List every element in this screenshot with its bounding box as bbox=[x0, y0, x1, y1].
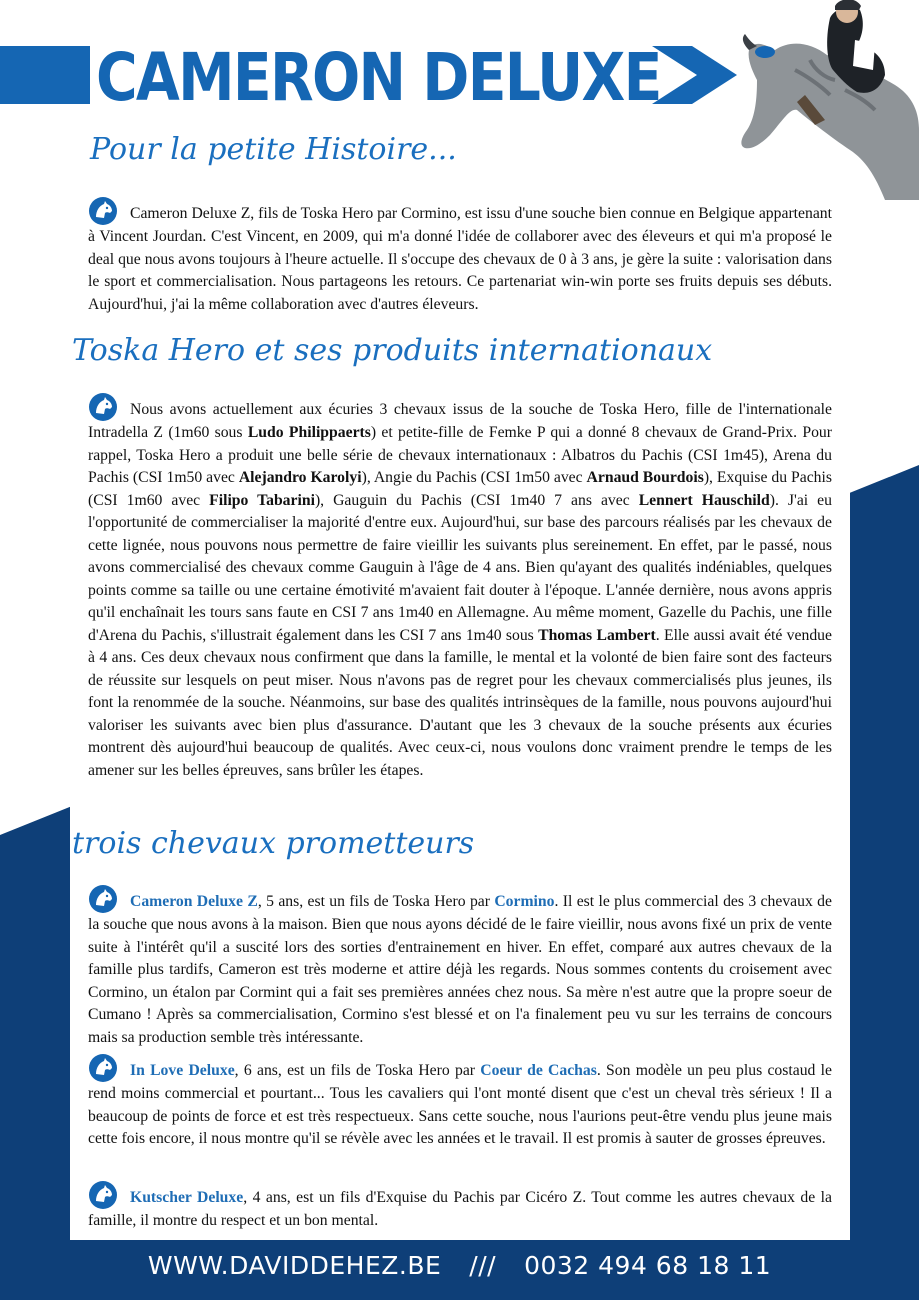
highlighted-name: Filipo Tabarini bbox=[209, 491, 315, 509]
paragraph-text: . Son modèle un peu plus costaud le rend moins commercial et pourtant... Tous les cavaliers qui l'ont monté disent que c'est un cheval très sérieux ! Il a beaucoup de points de force et est très respectueux. Sans cette souche, nous l'aurions peut-être vendu plus jeune mais cette fois encore, il nous montre qu'il se révèle avec les années et le travail. Il est promis à sauter de grosses épreuves. bbox=[88, 1062, 832, 1147]
paragraph-kutscher-deluxe bbox=[88, 1180, 832, 1233]
paragraph-text: ) et petite-fille de Femke P qui a donné 8 chevaux de Grand-Prix. Pour rappel, Toska Hero a produit une belle série de chevaux internationaux : Albatros du Pachis (CSI 1m45), Arena du Pachis (CSI 1m50 avec bbox=[88, 424, 832, 486]
paragraph-text: . Il est le plus commercial des 3 chevaux de la souche que nous avons à la maison. Bien que nous ayons décidé de le faire vieillir, nous avons fixé un prix de vente suite à l'intérêt qu'il a suscité lors des sorties d'entrainement en hiver. En effet, comparé aux autres chevaux de la famille plus tardifs, Cameron est très moderne et attire déjà les regards. Nous sommes contents du croisement avec Cormino, un étalon par Cormint qui a fait ses premières années chez nous. Sa mère n'est autre que la propre soeur de Cumano ! Après sa commercialisation, Cormino s'est blessé et on l'a finalement peu vu sur les terrains de concours mais sa production semble très intéressante. bbox=[88, 893, 832, 1046]
highlighted-name: Kutscher Deluxe bbox=[130, 1189, 244, 1206]
horse-head-icon bbox=[88, 1180, 118, 1210]
highlighted-name: Coeur de Cachas bbox=[480, 1062, 597, 1079]
header-bar bbox=[0, 46, 90, 104]
footer-separator: /// bbox=[469, 1251, 497, 1280]
page-title: CAMERON DELUXE bbox=[96, 39, 661, 116]
paragraph-text: , 4 ans, est un fils d'Exquise du Pachis par Cicéro Z. Tout comme les autres chevaux de la famille, il montre du respect et un bon mental. bbox=[88, 1189, 832, 1229]
horse-head-icon bbox=[88, 392, 118, 422]
highlighted-name: Thomas Lambert bbox=[538, 626, 656, 644]
highlighted-name: Cormino bbox=[494, 893, 555, 910]
paragraph-text: ), Gauguin du Pachis (CSI 1m40 7 ans avec bbox=[314, 491, 639, 509]
section-heading-toska-hero: Toska Hero et ses produits internationaux bbox=[72, 333, 713, 368]
footer-phone[interactable]: 0032 494 68 18 11 bbox=[524, 1251, 772, 1280]
paragraph-text: ), Angie du Pachis (CSI 1m50 avec bbox=[361, 469, 587, 486]
paragraph-histoire bbox=[88, 196, 832, 316]
section-heading-histoire: Pour la petite Histoire... bbox=[90, 132, 457, 167]
horse-head-icon bbox=[88, 884, 118, 914]
highlighted-name: Ludo Philippaerts bbox=[247, 424, 371, 441]
paragraph-in-love-deluxe bbox=[88, 1053, 832, 1151]
highlighted-name: Cameron Deluxe Z bbox=[130, 893, 258, 910]
paragraph-text: Nous avons actuellement aux écuries 3 chevaux issus de la souche de Toska Hero, fille de l'internationale Intradella Z (1m60 sous bbox=[88, 401, 832, 441]
paragraph-text: ), Exquise du Pachis (CSI 1m60 avec bbox=[88, 469, 832, 509]
paragraph-text: , 5 ans, est un fils de Toska Hero par bbox=[257, 893, 495, 910]
paragraph-cameron-deluxe bbox=[88, 884, 832, 1049]
paragraph-text: ). J'ai eu l'opportunité de commercialiser la majorité d'entre eux. Aujourd'hui, sur base des parcours réalisés par les chevaux de cette lignée, nous pouvons nous permettre de faire vieillir les suivants plus sereinement. En effet, par le passé, nous avons commercialisé des chevaux comme Gauguin à l'âge de 4 ans. Bien qu'ayant des qualités indéniables, quelques points comme sa taille ou une certaine émotivité m'avaient fait douter à l'époque. L'année dernière, nous avons appris qu'il enchaînait les tours sans faute en CSI 7 ans 1m40 en Allemagne. Au même moment, Gazelle du Pachis, une fille d'Arena du Pachis, s'illustrait également dans les CSI 7 ans 1m40 sous bbox=[88, 491, 832, 644]
paragraph-text: . Elle aussi avait été vendue à 4 ans. Ces deux chevaux nous confirment que dans la famille, le mental et la volonté de bien faire sont des facteurs de réussite sur lesquels on peut miser. Nous n'avons pas de regret pour les chevaux commercialisés plus jeunes, ils font la renommée de la souche. Néanmoins, sur base des qualités intrinsèques de la famille, nous pouvons aujourd'hui valoriser les suivants avec bien plus d'assurance. D'autant que les 3 chevaux de la souche présents aux écuries montrent dès aujourd'hui beaucoup de qualités. Avec ceux-ci, nous voulons donc vraiment prendre le temps de les amener sur les belles épreuves, sans brûler les étapes. bbox=[88, 626, 832, 779]
highlighted-name: Alejandro Karolyi bbox=[238, 469, 362, 486]
paragraph-text: Cameron Deluxe Z, fils de Toska Hero par Cormino, est issu d'une souche bien connue en Belgique appartenant à Vincent Jourdan. C'est Vincent, en 2009, qui m'a donné l'idée de collaborer avec des éleveurs et qui m'a proposé le deal que nous avons toujours à l'heure actuelle. Il s'occupe des chevaux de 0 à 3 ans, je gère la suite : valorisation dans le sport et commercialisation. Nous partageons les retours. Ce partenariat win-win porte ses fruits depuis ses débuts. Aujourd'hui, j'ai la même collaboration avec d'autres éleveurs. bbox=[88, 205, 832, 313]
footer-contact bbox=[0, 1251, 919, 1280]
paragraph-toska-hero bbox=[88, 392, 832, 782]
horse-jumper-image bbox=[735, 0, 919, 200]
horse-head-icon bbox=[88, 196, 118, 226]
highlighted-name: Lennert Hauschild bbox=[638, 491, 770, 509]
chevron-arrow-icon bbox=[652, 46, 737, 104]
horse-head-icon bbox=[88, 1053, 118, 1083]
paragraph-text: , 6 ans, est un fils de Toska Hero par bbox=[234, 1062, 481, 1079]
highlighted-name: Arnaud Bourdois bbox=[586, 469, 704, 486]
section-heading-trois-chevaux: trois chevaux prometteurs bbox=[72, 826, 475, 861]
highlighted-name: In Love Deluxe bbox=[130, 1062, 235, 1079]
footer-website-link[interactable]: WWW.DAVIDDEHEZ.BE bbox=[147, 1251, 442, 1280]
